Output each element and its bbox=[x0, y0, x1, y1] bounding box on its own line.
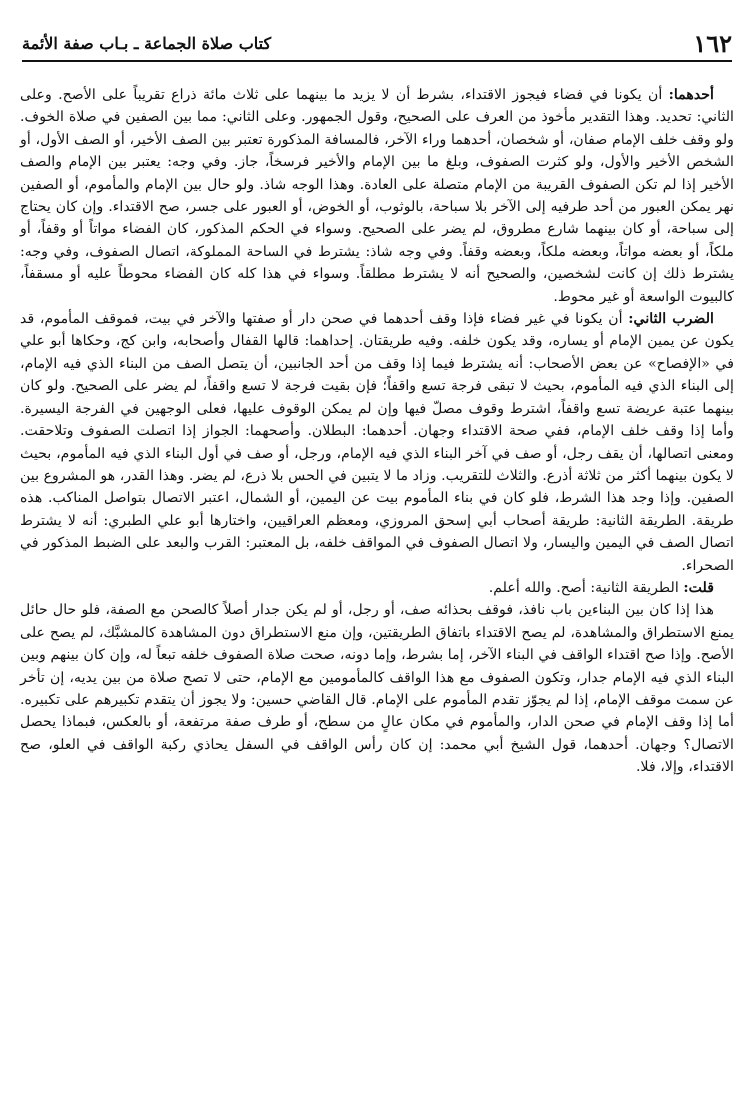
paragraph-lead: أحدهما: bbox=[668, 87, 714, 103]
page-number: ١٦٢ bbox=[693, 28, 732, 58]
header-rule bbox=[22, 60, 732, 62]
paragraph-text: هذا إذا كان بين البناءين باب نافذ، فوقف بحذائه صف، أو رجل، أو لم يكن جدار أصلاً كالصحن مع الصفة، فلو حال حائل يمنع الاستطراق والمشاهدة، لم يصح الاقتداء باتفاق الطريقتين، وإن منع الاستطراق دون المشاهدة كالمشبَّك، لم يصح على الأصح. وإذا صح اقتداء الواقف في البناء الآخر، إما بشرط، وإما دونه، صحت صلاة الصفوف خلفه تبعاً له، وإن كان بينهم وبين البناء الذي فيه الإمام جدار، وتكون الصفوف مع هذا الواقف كالمأمومين مع الإمام، حتى لا تصح صلاة من بين يديه، إن تأخر عن سمت موقف الإمام، إذا لم يجوّز تقدم المأموم على الإمام. قال القاضي حسين: ولا يجوز أن يتقدم تكبيرهم على تكبيره. أما إذا وقف الإمام في صحن الدار، والمأموم في مكان عالٍ من سطح، أو طرف صفة مرتفعة، أو بالعكس، فبماذا يحصل الاتصال؟ وجهان. أحدهما، قول الشيخ أبي محمد: إن كان رأس الواقف في السفل يحاذي ركبة الواقف في العلو، صح الاقتداء، وإلا، فلا. bbox=[20, 602, 734, 776]
paragraph-2 bbox=[20, 308, 734, 577]
paragraph-text: أن يكونا في غير فضاء فإذا وقف أحدهما في صحن دار أو صفتها والآخر في بيت، فموقف المأموم، قد يكون عن يمين الإمام أو يساره، وقد يكون خلفه. وفيه طريقتان. إحداهما: قالها القفال وأصحابه، وابن كج، وحكاها أبو علي في «الإفصاح» عن بعض الأصحاب: أنه يشترط فيما إذا وقف من أحد الجانبين، أن يتصل الصف من البناء الذي فيه الإمام، إلى البناء الذي فيه المأموم، بحيث لا تبقى فرجة تسع واقفاً؛ فإن بقيت فرجة لا تسع واقفاً، لم يضر على الصحيح. ولو كان بينهما عتبة عريضة تسع واقفاً، اشترط وقوف مصلّ فيها وإن لم يمكن الوقوف عليها، فعلى الوجهين في الفرجة اليسيرة. وأما إذا وقف خلف الإمام، ففي صحة الاقتداء وجهان. أحدهما: البطلان. وأصحهما: الجواز إذا اتصلت الصفوف وتلاحقت. ومعنى اتصالها، أن يقف رجل، أو صف في آخر البناء الذي فيه الإمام، ورجل، أو صف في أول البناء الذي فيه المأموم، بحيث لا يكون بينهما أكثر من ثلاثة أذرع. والثلاث للتقريب. وزاد ما لا يتبين في الحس بلا ذرع، لم يضر. وهذا القدر، هو المشروع بين الصفين. وإذا وجد هذا الشرط، فلو كان في بناء المأموم بيت عن اليمين، أو الشمال، اعتبر الاتصال بتواصل المناكب. هذه طريقة. الطريقة الثانية: طريقة أصحاب أبي إسحق المروزي، ومعظم العراقيين، واختارها أبو علي الطبري: أنه لا يشترط اتصال الصف في اليمين واليسار، ولا اتصال الصفوف في المواقف خلفه، بل المعتبر: القرب والبعد على الضبط المذكور في الصحراء. bbox=[20, 311, 734, 574]
paragraph-text: أن يكونا في فضاء فيجوز الاقتداء، بشرط أن لا يزيد ما بينهما على ثلاث مائة ذراع تقريباً على الأصح. وعلى الثاني: تحديد. وهذا التقدير مأخوذ من العرف على الصحيح، وقول الجمهور. وعلى الثاني: مما بين الصفين في صلاة الخوف. ولو وقف خلف الإمام صفان، أو شخصان، أحدهما وراء الآخر، فالمسافة المذكورة تعتبر بين الصف الأخير، أو الصف الأول، أو الشخص الأخير والأول، ولو كثرت الصفوف، وبلغ ما بين الإمام والأخير فرسخاً، جاز. وفي وجه: يعتبر بين الإمام والصف الأخير إذا لم تكن الصفوف القريبة من الإمام متصلة على العادة. وهذا الوجه شاذ. ولو حال بين الإمام والمأموم، أو الصفين نهر يمكن العبور من أحد طرفيه إلى الآخر بلا سباحة، بالوثوب، أو الخوض، أو العبور على جسر، صح الاقتداء. وإن كان يحتاج إلى سباحة، أو كان بينهما شارع مطروق، لم يضر على الصحيح. وسواء في الحكم المذكور، كان الفضاء مواتاً أو وقفاً، أو ملكاً، أو بعضه مواتاً، وبعضه ملكاً، وبعضه وقفاً. وفي وجه شاذ: يشترط في الساحة المملوكة، اتصال الصفوف، وفي وجه: يشترط ذلك إن كانت لشخصين، والصحيح أنه لا يشترط مطلقاً. وسواء في هذا كله كان الفضاء محوطاً عليه أو مسقفاً، كالبيوت الواسعة أو غير محوط. bbox=[20, 87, 734, 305]
page-header bbox=[22, 28, 732, 58]
paragraph-1 bbox=[20, 84, 734, 308]
running-title: كتاب صلاة الجماعة ـ بـاب صفة الأئمة bbox=[22, 33, 272, 53]
body-text bbox=[20, 84, 734, 779]
paragraph-4 bbox=[20, 599, 734, 778]
paragraph-3 bbox=[20, 577, 734, 599]
paragraph-lead: الضرب الثاني: bbox=[628, 311, 714, 328]
paragraph-text: الطريقة الثانية: أصح. والله أعلم. bbox=[488, 579, 684, 596]
paragraph-lead: قلت: bbox=[683, 579, 714, 596]
